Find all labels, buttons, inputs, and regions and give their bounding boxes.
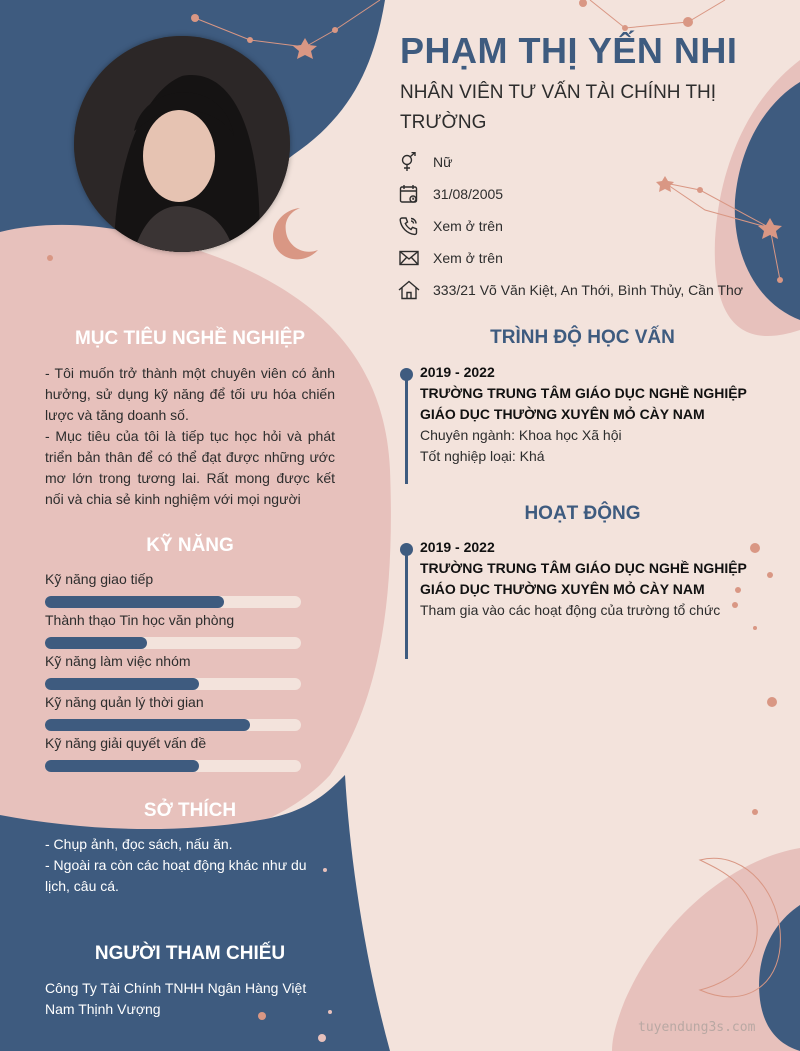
activities-org: TRƯỜNG TRUNG TÂM GIÁO DỤC NGHỀ NGHIỆP GIÁO DỤC THƯỜNG XUYÊN MỎ CÀY NAM (420, 560, 747, 597)
contact-email[interactable] (398, 246, 788, 270)
skill-bar-fill (45, 596, 224, 608)
skill-bar-fill (45, 637, 147, 649)
contact-phone[interactable] (398, 214, 788, 238)
watermark: tuyendung3s.com (638, 1020, 756, 1035)
references-text: Công Ty Tài Chính TNHH Ngân Hàng Việt Nam Thịnh Vượng (45, 980, 307, 1017)
skill-bar (45, 760, 301, 772)
phone-icon (398, 215, 420, 237)
skill-label: Kỹ năng giải quyết vấn đề (45, 735, 207, 751)
email-value: Xem ở trên (433, 250, 503, 266)
education-period: 2019 - 2022 (420, 364, 495, 380)
calendar-icon (398, 183, 420, 205)
job-title: NHÂN VIÊN TƯ VẤN TÀI CHÍNH THỊ TRƯỜNG (400, 82, 717, 133)
activities-title: HOẠT ĐỘNG (524, 503, 641, 524)
profile-photo (74, 36, 290, 252)
activities-period: 2019 - 2022 (420, 539, 495, 555)
phone-value: Xem ở trên (433, 218, 503, 234)
skill-label: Kỹ năng giao tiếp (45, 571, 154, 587)
skill-bar-fill (45, 678, 199, 690)
gender-value: Nữ (433, 154, 453, 170)
hobby-line: - Ngoài ra còn các hoạt động khác như du lịch, câu cá. (45, 857, 307, 894)
education-major: Chuyên ngành: Khoa học Xã hội (420, 427, 622, 443)
education-entry (420, 362, 768, 467)
skills-title: KỸ NĂNG (146, 535, 234, 556)
objective-title: MỤC TIÊU NGHỀ NGHIỆP (74, 328, 306, 349)
address-value: 333/21 Võ Văn Kiệt, An Thới, Bình Thủy, Cần Thơ (433, 282, 743, 298)
activities-entry (420, 537, 768, 621)
skill-label: Kỹ năng quản lý thời gian (45, 694, 204, 710)
objective-line: - Tôi muốn trở thành một chuyên viên có ảnh hưởng, sử dụng kỹ năng để tối ưu hóa chiến lược và tăng doanh số. (45, 365, 335, 423)
skill-bar (45, 596, 301, 608)
candidate-name: PHẠM THỊ YẾN NHI (400, 30, 738, 71)
education-school: TRƯỜNG TRUNG TÂM GIÁO DỤC NGHỀ NGHIỆP GIÁO DỤC THƯỜNG XUYÊN MỎ CÀY NAM (420, 385, 747, 422)
objective-text (45, 363, 335, 510)
skill-bar (45, 678, 301, 690)
skill-bar (45, 719, 301, 731)
gender-icon (398, 151, 420, 173)
hobby-line: - Chụp ảnh, đọc sách, nấu ăn. (45, 836, 233, 852)
activities-desc: Tham gia vào các hoạt động của trường tổ chức (420, 602, 721, 618)
hobbies-title: SỞ THÍCH (143, 800, 237, 821)
objective-line: - Mục tiêu của tôi là tiếp tục học hỏi và phát triển bản thân để có thể đạt được những ước mơ lớn trong tương lai. Rất mong được kết nối và chia sẻ kinh nghiệm với mọi người (45, 428, 335, 507)
skill-bar (45, 637, 301, 649)
education-title: TRÌNH ĐỘ HỌC VẤN (490, 327, 675, 348)
hobbies-text (45, 834, 335, 897)
education-grade: Tốt nghiệp loại: Khá (420, 448, 545, 464)
references-title: NGƯỜI THAM CHIẾU (94, 943, 286, 964)
skill-label: Kỹ năng làm việc nhóm (45, 653, 191, 669)
envelope-icon (398, 247, 420, 269)
contact-gender (398, 150, 788, 174)
education-timeline-line (405, 374, 408, 484)
contact-birthday (398, 182, 788, 206)
skill-bar-fill (45, 760, 199, 772)
activities-timeline-line (405, 549, 408, 659)
birthday-value: 31/08/2005 (433, 186, 504, 202)
contact-address (398, 278, 788, 302)
home-icon (398, 279, 420, 301)
skill-bar-fill (45, 719, 250, 731)
skill-label: Thành thạo Tin học văn phòng (45, 612, 235, 628)
